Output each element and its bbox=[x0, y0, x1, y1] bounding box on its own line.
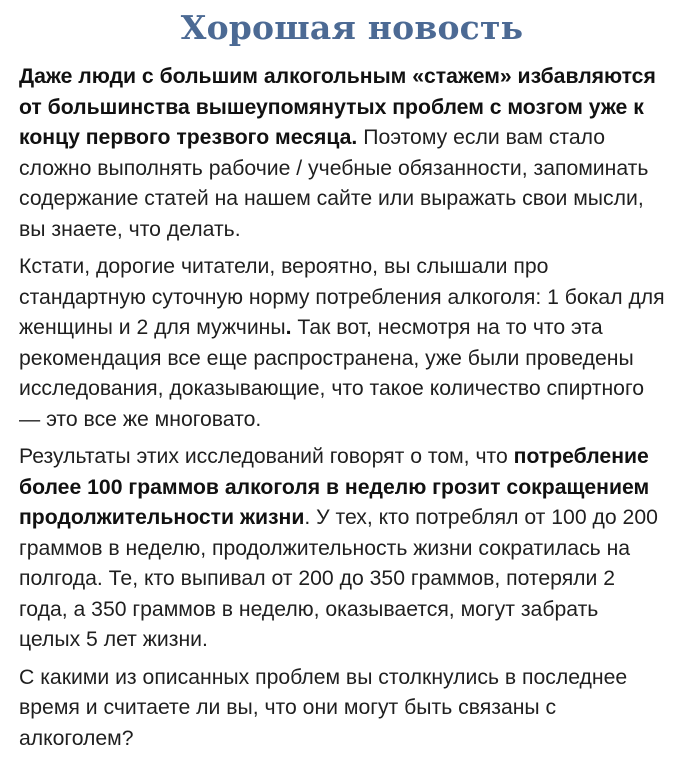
paragraph-bold-dot: . bbox=[285, 316, 292, 339]
paragraph-research-results bbox=[19, 442, 665, 656]
paragraph-good-news bbox=[19, 62, 665, 245]
paragraph-bold-lead: Даже люди с большим алкогольным «стажем» избавляются от большинства вышеупомянутых проблем с мозгом уже к концу первого трезвого месяца. bbox=[19, 65, 656, 149]
paragraph-text: С какими из описанных проблем вы столкнулись в последнее время и считаете ли вы, что они могут быть связаны с алкоголем? bbox=[19, 665, 628, 750]
paragraph-text: Результаты этих исследований говорят о том, что bbox=[19, 445, 514, 468]
paragraph-text: Так вот, несмотря на то что эта рекомендация все еще распространена, уже были проведены исследования, доказывающие, что такое количество спиртного — это все же многовато. bbox=[19, 316, 644, 431]
paragraph-text: . У тех, кто потреблял от 100 до 200 граммов в неделю, продолжительность жизни сократилась на полгода. Те, кто выпивал от 200 до 350 граммов, потеряли 2 года, а 350 граммов в неделю, оказывается, могут забрать целых 5 лет жизни. bbox=[19, 506, 658, 651]
paragraph-text: Поэтому если вам стало сложно выполнять рабочие / учебные обязанности, запоминать содержание статей на нашем сайте или выражать свои мысли, вы знаете, что делать. bbox=[19, 126, 649, 241]
article-body bbox=[19, 62, 665, 754]
section-title: Хорошая новость bbox=[180, 8, 524, 47]
paragraph-daily-norm bbox=[19, 252, 665, 435]
paragraph-question bbox=[19, 663, 665, 755]
paragraph-text: Кстати, дорогие читатели, вероятно, вы слышали про стандартную суточную норму потребления алкоголя: 1 бокал для женщины и 2 для мужчины bbox=[19, 255, 665, 339]
paragraph-bold-highlight: потребление более 100 граммов алкоголя в неделю грозит сокращением продолжительности жизни bbox=[19, 445, 650, 529]
